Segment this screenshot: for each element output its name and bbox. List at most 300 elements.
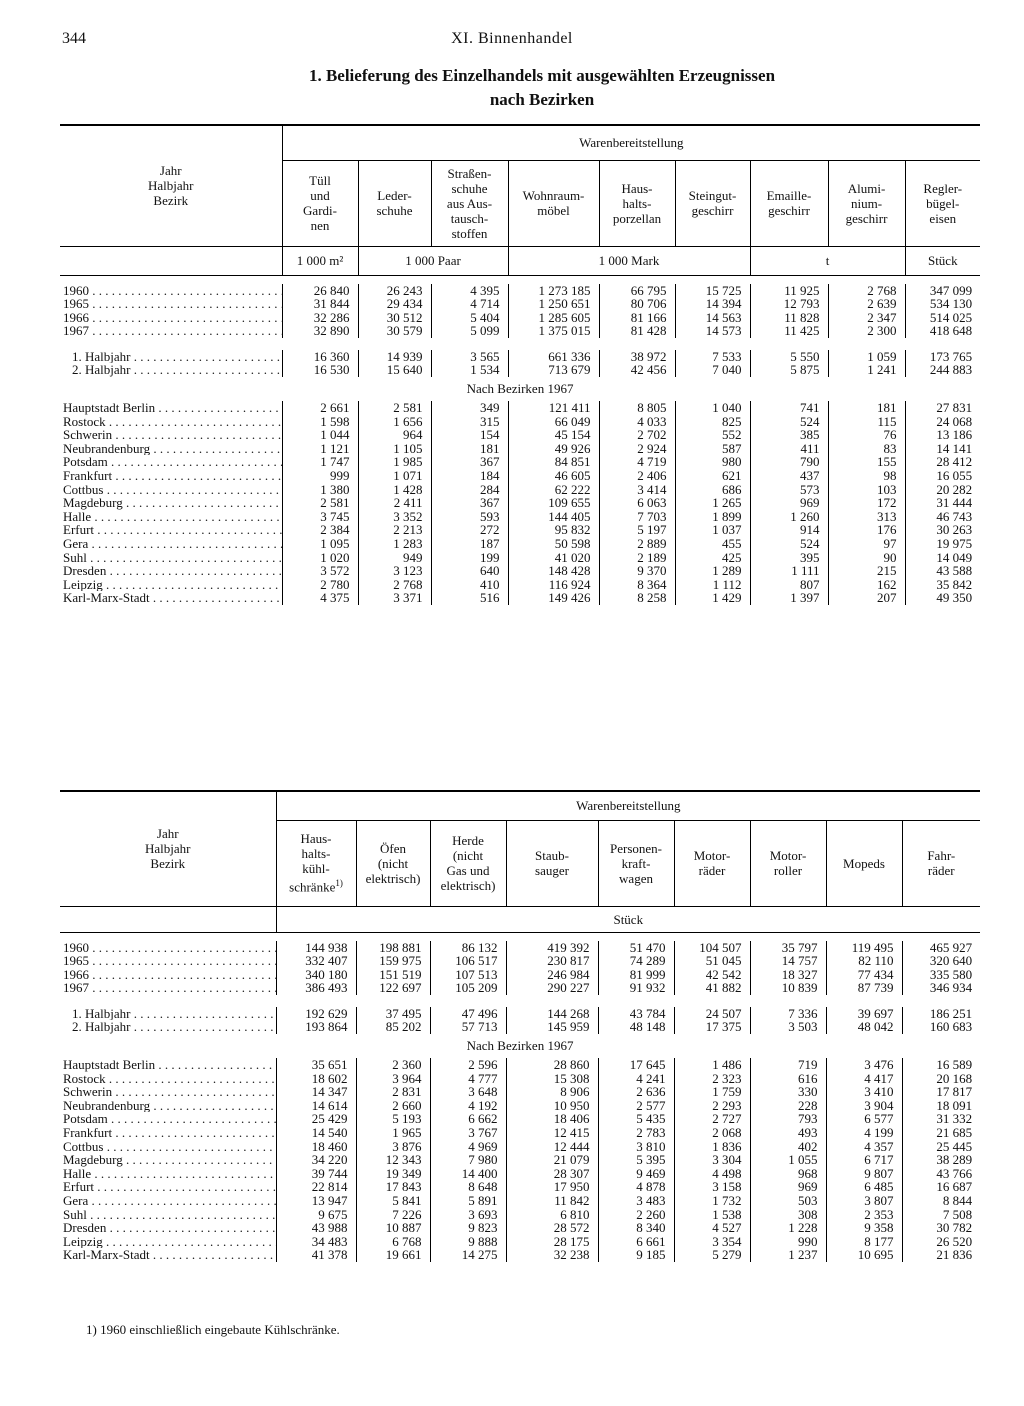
table-cell: 437: [750, 469, 828, 483]
column-header-line: Fahr-: [927, 848, 956, 863]
column-header: [430, 820, 506, 906]
table-cell: 3 158: [674, 1180, 750, 1194]
row-label: Schwerin . . .: [60, 1085, 276, 1099]
row-label: Gera . . .: [60, 537, 282, 551]
column-header-line: Motor-: [693, 848, 731, 863]
table-cell: 5 875: [750, 363, 828, 377]
table-cell: 552: [675, 428, 750, 442]
table-cell: 207: [828, 591, 905, 605]
table-cell: 10 887: [356, 1221, 430, 1235]
table-cell: 66 049: [508, 415, 599, 429]
district-row: [60, 1153, 980, 1167]
table-cell: 26 520: [902, 1235, 980, 1249]
table-cell: 172: [828, 496, 905, 510]
column-header-line: räder: [698, 863, 726, 878]
column-header-line: kraft-: [621, 855, 651, 871]
table-cell: 11 842: [506, 1194, 598, 1208]
row-label: Leipzig . . .: [60, 578, 282, 592]
district-row: [60, 1140, 980, 1154]
table-cell: 6 661: [598, 1235, 674, 1249]
table-cell: 46 743: [905, 510, 980, 524]
row-label: Erfurt . . .: [60, 523, 282, 537]
table-cell: 968: [750, 1167, 826, 1181]
table-cell: 980: [675, 455, 750, 469]
table-cell: 1 020: [282, 551, 358, 565]
table-cell: 18 602: [276, 1072, 356, 1086]
table-cell: 284: [431, 483, 508, 497]
table-cell: 3 476: [826, 1058, 902, 1072]
table-cell: 199: [431, 551, 508, 565]
table-cell: 30 579: [358, 324, 431, 338]
table-cell: 31 332: [902, 1112, 980, 1126]
table-cell: 42 542: [674, 968, 750, 982]
table-cell: 30 263: [905, 523, 980, 537]
section-heading: Nach Bezirken 1967: [466, 1038, 574, 1054]
table-cell: 12 793: [750, 297, 828, 311]
row-label: Cottbus . . .: [60, 483, 282, 497]
gap-cell: [60, 338, 980, 350]
table-cell: 13 947: [276, 1194, 356, 1208]
table-cell: 30 512: [358, 311, 431, 325]
table-cell: 95 832: [508, 523, 599, 537]
column-header-line: Gas und: [446, 863, 490, 878]
table-cell: 18 091: [902, 1099, 980, 1113]
table-cell: 1 534: [431, 363, 508, 377]
table-cell: 3 371: [358, 591, 431, 605]
table-cell: 43 588: [905, 564, 980, 578]
column-header-line: Emaille-: [766, 188, 812, 203]
table-cell: 402: [750, 1140, 826, 1154]
district-row: [60, 455, 980, 469]
table-cell: 39 697: [826, 1007, 902, 1021]
table-cell: 3 304: [674, 1153, 750, 1167]
table-cell: 593: [431, 510, 508, 524]
column-header-line: halts-: [622, 195, 652, 211]
row-label: 1966 . . .: [60, 968, 276, 982]
running-head: XI. Binnenhandel: [451, 30, 573, 47]
table-cell: 4 241: [598, 1072, 674, 1086]
column-header: [356, 820, 430, 906]
table-cell: 14 563: [675, 311, 750, 325]
table-cell: 9 469: [598, 1167, 674, 1181]
column-header: [828, 160, 905, 246]
district-row: [60, 1248, 980, 1262]
table-cell: 16 687: [902, 1180, 980, 1194]
table-cell: 1 732: [674, 1194, 750, 1208]
table-cell: 46 605: [508, 469, 599, 483]
table-cell: 66 795: [599, 284, 675, 298]
table-cell: 3 767: [430, 1126, 506, 1140]
table-cell: 11 828: [750, 311, 828, 325]
table-cell: 87 739: [826, 981, 902, 995]
row-label: Hauptstadt Berlin . . .: [60, 401, 282, 415]
table-cell: 115: [828, 415, 905, 429]
district-row: [60, 1180, 980, 1194]
district-row: [60, 1235, 980, 1249]
table-cell: 1 273 185: [508, 284, 599, 298]
district-row: [60, 1167, 980, 1181]
column-header-line: Motor-: [769, 848, 807, 863]
group-header: Warenbereitstellung: [276, 792, 980, 820]
table-cell: 215: [828, 564, 905, 578]
district-row: [60, 415, 980, 429]
table-cell: 1 265: [675, 496, 750, 510]
table-cell: 19 349: [356, 1167, 430, 1181]
table-cell: 84 851: [508, 455, 599, 469]
table-cell: 26 840: [282, 284, 358, 298]
year-row: [60, 297, 980, 311]
table-cell: 4 878: [598, 1180, 674, 1194]
table-cell: 2 068: [674, 1126, 750, 1140]
column-header: [431, 160, 508, 246]
table-cell: 1 055: [750, 1153, 826, 1167]
table-cell: 6 063: [599, 496, 675, 510]
table-cell: 9 888: [430, 1235, 506, 1249]
table-cell: 186 251: [902, 1007, 980, 1021]
row-label: Erfurt . . .: [60, 1180, 276, 1194]
year-row: [60, 941, 980, 955]
table-cell: 98: [828, 469, 905, 483]
table-cell: 2 581: [282, 496, 358, 510]
table-cell: 31 844: [282, 297, 358, 311]
table-cell: 741: [750, 401, 828, 415]
table-cell: 3 745: [282, 510, 358, 524]
column-header-line: Tüll: [309, 173, 331, 188]
column-header-line: geschirr: [845, 210, 888, 226]
table-cell: 86 132: [430, 941, 506, 955]
stub-header-line: Bezirk: [153, 193, 189, 209]
year-row: [60, 284, 980, 298]
table-cell: 187: [431, 537, 508, 551]
table-cell: 999: [282, 469, 358, 483]
table-cell: 116 924: [508, 578, 599, 592]
table-cell: 1 037: [675, 523, 750, 537]
table-cell: 3 123: [358, 564, 431, 578]
row-label: Frankfurt . . .: [60, 469, 282, 483]
row-label: 1. Halbjahr . . .: [60, 350, 282, 364]
column-header-line: geschirr: [768, 203, 810, 218]
table-cell: 1 965: [356, 1126, 430, 1140]
table-cell: 81 428: [599, 324, 675, 338]
table-cell: 4 033: [599, 415, 675, 429]
column-header: [902, 820, 980, 906]
table-cell: 5 197: [599, 523, 675, 537]
table-cell: 21 836: [902, 1248, 980, 1262]
table-cell: 5 435: [598, 1112, 674, 1126]
year-row: [60, 981, 980, 995]
table-cell: 616: [750, 1072, 826, 1086]
half-year-row: [60, 363, 980, 377]
section-heading-row: [60, 377, 980, 401]
unit-label: 1 000 Paar: [358, 246, 508, 275]
table-cell: 17 950: [506, 1180, 598, 1194]
table-cell: 8 364: [599, 578, 675, 592]
table-cell: 1 241: [828, 363, 905, 377]
table-cell: 82 110: [826, 954, 902, 968]
table-cell: 534 130: [905, 297, 980, 311]
table-cell: 7 533: [675, 350, 750, 364]
table-cell: 81 166: [599, 311, 675, 325]
table-cell: 148 428: [508, 564, 599, 578]
table-cell: 455: [675, 537, 750, 551]
table-cell: 1 380: [282, 483, 358, 497]
row-label: 1966 . . .: [60, 311, 282, 325]
row-gap: [60, 932, 980, 941]
table-cell: 145 959: [506, 1020, 598, 1034]
district-row: [60, 1221, 980, 1235]
district-row: [60, 428, 980, 442]
table-cell: 17 645: [598, 1058, 674, 1072]
table-cell: 14 540: [276, 1126, 356, 1140]
table-cell: 10 839: [750, 981, 826, 995]
table-cell: 16 055: [905, 469, 980, 483]
table-cell: 2 889: [599, 537, 675, 551]
table-cell: 969: [750, 1180, 826, 1194]
table-cell: 1 397: [750, 591, 828, 605]
table-cell: 35 842: [905, 578, 980, 592]
row-label: Frankfurt . . .: [60, 1126, 276, 1140]
table-cell: 21 685: [902, 1126, 980, 1140]
column-header: [750, 820, 826, 906]
column-header-line: elektrisch): [440, 878, 496, 893]
table-cell: 315: [431, 415, 508, 429]
district-row: [60, 1058, 980, 1072]
district-row: [60, 564, 980, 578]
table-cell: 2 581: [358, 401, 431, 415]
table-cell: 9 823: [430, 1221, 506, 1235]
table-cell: 62 222: [508, 483, 599, 497]
row-gap: [60, 338, 980, 350]
table-cell: 272: [431, 523, 508, 537]
table-cell: 144 405: [508, 510, 599, 524]
row-label: Suhl . . .: [60, 551, 282, 565]
row-label: Hauptstadt Berlin . . .: [60, 1058, 276, 1072]
unit-label: Stück: [276, 906, 980, 932]
table-cell: 3 807: [826, 1194, 902, 1208]
column-header: [358, 160, 431, 246]
table-cell: 28 572: [506, 1221, 598, 1235]
table-cell: 621: [675, 469, 750, 483]
table-cell: 5 193: [356, 1112, 430, 1126]
table-cell: 1 059: [828, 350, 905, 364]
table-cell: 425: [675, 551, 750, 565]
row-label: Potsdam . . .: [60, 1112, 276, 1126]
table-2: [60, 790, 980, 1262]
column-header: [750, 160, 828, 246]
stub-header-line: Jahr: [159, 163, 182, 179]
row-label: 2. Halbjahr . . .: [60, 363, 282, 377]
table-cell: 418 648: [905, 324, 980, 338]
table-cell: 7 336: [750, 1007, 826, 1021]
column-header-line: schränke: [289, 879, 336, 895]
table-cell: 24 068: [905, 415, 980, 429]
table-cell: 77 434: [826, 968, 902, 982]
table-cell: 91 932: [598, 981, 674, 995]
table-cell: 1 486: [674, 1058, 750, 1072]
year-row: [60, 324, 980, 338]
table-cell: 524: [750, 537, 828, 551]
table-cell: 1 656: [358, 415, 431, 429]
table-cell: 465 927: [902, 941, 980, 955]
table-cell: 2 323: [674, 1072, 750, 1086]
table-cell: 14 049: [905, 551, 980, 565]
table-cell: 1 285 605: [508, 311, 599, 325]
table-cell: 1 121: [282, 442, 358, 456]
table-cell: 9 370: [599, 564, 675, 578]
table-cell: 8 805: [599, 401, 675, 415]
table-cell: 15 725: [675, 284, 750, 298]
row-label: 2. Halbjahr . . .: [60, 1020, 276, 1034]
table-cell: 2 213: [358, 523, 431, 537]
column-header-line: tausch-: [450, 210, 489, 226]
table-cell: 503: [750, 1194, 826, 1208]
table-cell: 2 768: [358, 578, 431, 592]
table-cell: 719: [750, 1058, 826, 1072]
half-year-row: [60, 350, 980, 364]
district-row: [60, 401, 980, 415]
row-label: Schwerin . . .: [60, 428, 282, 442]
table-cell: 12 415: [506, 1126, 598, 1140]
footnote: 1) 1960 einschließlich eingebaute Kühlschränke.: [86, 1322, 340, 1337]
table-cell: 6 810: [506, 1208, 598, 1222]
row-label: Rostock . . .: [60, 415, 282, 429]
table-cell: 385: [750, 428, 828, 442]
column-header-line: halts-: [301, 846, 331, 862]
stub-header-line: Bezirk: [150, 856, 186, 872]
table-cell: 19 975: [905, 537, 980, 551]
table-cell: 349: [431, 401, 508, 415]
table-cell: 686: [675, 483, 750, 497]
table-cell: 159 975: [356, 954, 430, 968]
table-cell: 410: [431, 578, 508, 592]
table-cell: 121 411: [508, 401, 599, 415]
table-cell: 16 530: [282, 363, 358, 377]
table-cell: 969: [750, 496, 828, 510]
table-cell: 97: [828, 537, 905, 551]
column-header-line: Regler-: [923, 180, 963, 196]
page-number: 344: [62, 30, 86, 47]
column-header-line: Straßen-: [447, 165, 492, 181]
table-cell: 2 768: [828, 284, 905, 298]
table-cell: 14 939: [358, 350, 431, 364]
table-cell: 8 844: [902, 1194, 980, 1208]
table-cell: 43 988: [276, 1221, 356, 1235]
table-cell: 3 503: [750, 1020, 826, 1034]
table-cell: 6 768: [356, 1235, 430, 1249]
table-cell: 1 095: [282, 537, 358, 551]
table-cell: 14 275: [430, 1248, 506, 1262]
table-cell: 22 814: [276, 1180, 356, 1194]
table-cell: 28 307: [506, 1167, 598, 1181]
table-cell: 514 025: [905, 311, 980, 325]
table-cell: 8 906: [506, 1085, 598, 1099]
table-cell: 5 099: [431, 324, 508, 338]
year-row: [60, 311, 980, 325]
gap-cell: [60, 275, 980, 284]
table-cell: 9 675: [276, 1208, 356, 1222]
table-cell: 80 706: [599, 297, 675, 311]
column-header-line: Gardi-: [303, 203, 337, 218]
column-header-line: roller: [773, 863, 803, 878]
table-cell: 176: [828, 523, 905, 537]
column-header-line: Staub-: [535, 848, 569, 863]
units-row: [60, 246, 980, 275]
column-header-line-wrap: [280, 876, 353, 894]
table-cell: 43 766: [902, 1167, 980, 1181]
table-cell: 493: [750, 1126, 826, 1140]
table-cell: 2 260: [598, 1208, 674, 1222]
table-cell: 793: [750, 1112, 826, 1126]
column-header-line: Steingut-: [688, 188, 737, 203]
table-cell: 2 660: [356, 1099, 430, 1113]
district-row: [60, 469, 980, 483]
table-cell: 386 493: [276, 981, 356, 995]
table-cell: 9 185: [598, 1248, 674, 1262]
table-cell: 12 444: [506, 1140, 598, 1154]
table-cell: 14 141: [905, 442, 980, 456]
table-cell: 2 189: [599, 551, 675, 565]
table-cell: 5 279: [674, 1248, 750, 1262]
row-label: Dresden . . .: [60, 1221, 276, 1235]
table-cell: 181: [431, 442, 508, 456]
table-cell: 160 683: [902, 1020, 980, 1034]
table-cell: 2 347: [828, 311, 905, 325]
table-cell: 1 289: [675, 564, 750, 578]
table-cell: 3 810: [598, 1140, 674, 1154]
table-cell: 90: [828, 551, 905, 565]
stub-header: [60, 126, 282, 246]
column-header-line: sauger: [535, 863, 569, 878]
table-cell: 25 445: [902, 1140, 980, 1154]
row-label: Dresden . . .: [60, 564, 282, 578]
table-cell: 41 882: [674, 981, 750, 995]
row-label: Neubrandenburg . . .: [60, 1099, 276, 1113]
table-cell: 14 347: [276, 1085, 356, 1099]
table-cell: 1 375 015: [508, 324, 599, 338]
table-cell: 4 498: [674, 1167, 750, 1181]
table-cell: 3 483: [598, 1194, 674, 1208]
table-cell: 2 702: [599, 428, 675, 442]
row-label: 1965 . . .: [60, 297, 282, 311]
table-cell: 28 860: [506, 1058, 598, 1072]
table-cell: 122 697: [356, 981, 430, 995]
column-header: [508, 160, 599, 246]
table-cell: 18 460: [276, 1140, 356, 1154]
table-cell: 4 969: [430, 1140, 506, 1154]
half-year-row: [60, 1020, 980, 1034]
row-label: Cottbus . . .: [60, 1140, 276, 1154]
table-cell: 9 807: [826, 1167, 902, 1181]
table-cell: 27 831: [905, 401, 980, 415]
table-cell: 43 784: [598, 1007, 674, 1021]
gap-cell: [60, 995, 980, 1007]
column-header: [506, 820, 598, 906]
column-header-line: und: [310, 188, 330, 203]
table-cell: 367: [431, 496, 508, 510]
table-cell: 81 999: [598, 968, 674, 982]
stub-header-line: Halbjahr: [145, 841, 191, 857]
table-title: [60, 64, 1024, 112]
district-row: [60, 1194, 980, 1208]
table-cell: 313: [828, 510, 905, 524]
table-cell: 5 841: [356, 1194, 430, 1208]
table-cell: 57 713: [430, 1020, 506, 1034]
table-cell: 4 719: [599, 455, 675, 469]
table-cell: 32 238: [506, 1248, 598, 1262]
row-label: Gera . . .: [60, 1194, 276, 1208]
table-cell: 30 782: [902, 1221, 980, 1235]
table-cell: 5 891: [430, 1194, 506, 1208]
